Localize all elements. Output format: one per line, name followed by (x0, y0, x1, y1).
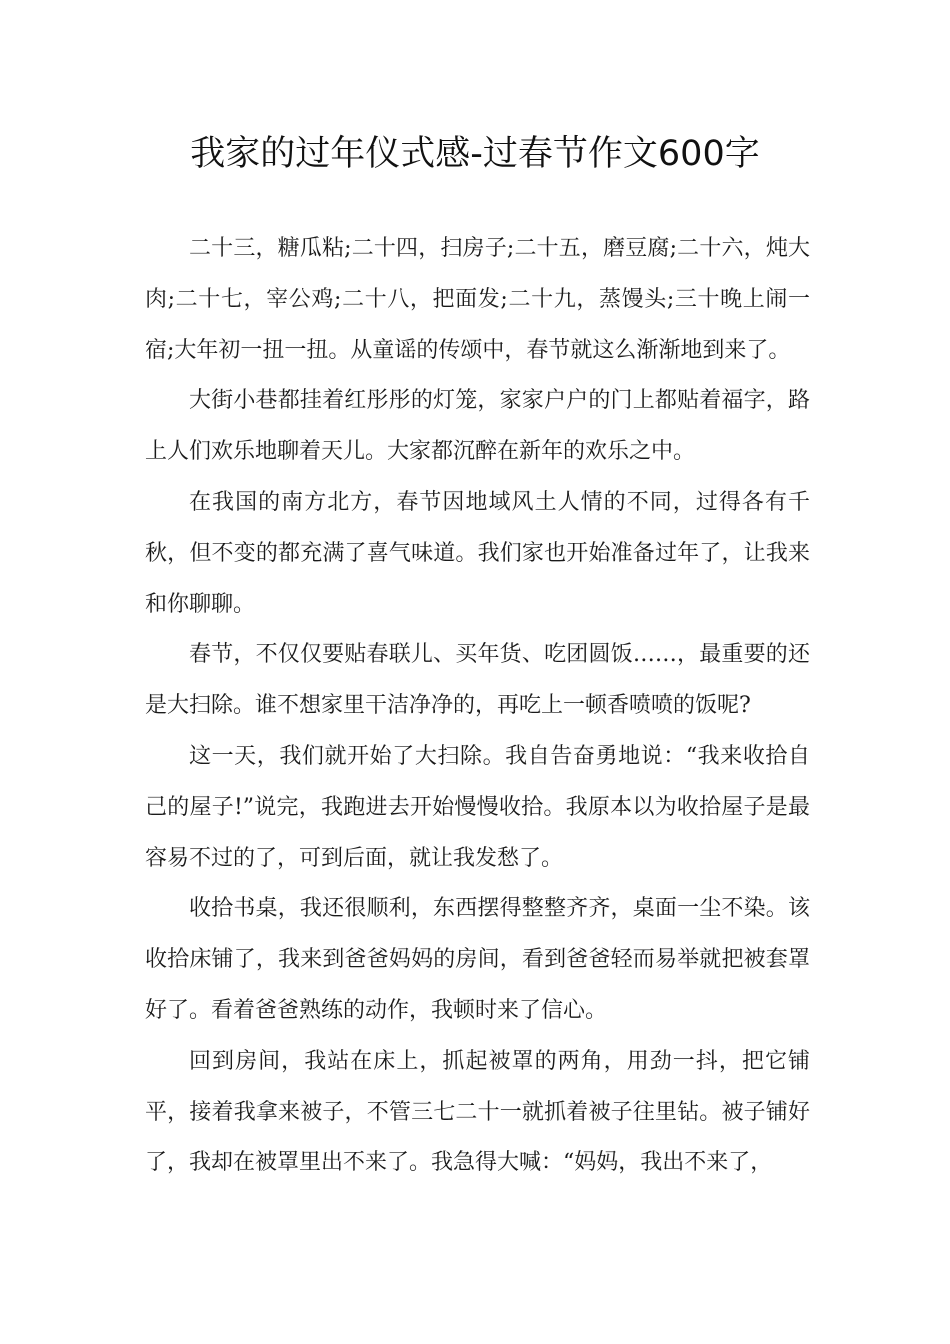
document-body (145, 224, 810, 1189)
paragraph: 回到房间，我站在床上，抓起被罩的两角，用劲一抖，把它铺平，接着我拿来被子，不管三七二十一就抓着被子往里钻。被子铺好了，我却在被罩里出不来了。我急得大喊：“妈妈，我出不来了， (145, 1048, 810, 1176)
document-title: 我家的过年仪式感-过春节作文600字 (190, 134, 760, 174)
paragraph: 收拾书桌，我还很顺利，东西摆得整整齐齐，桌面一尘不染。该收拾床铺了，我来到爸爸妈妈的房间，看到爸爸轻而易举就把被套罩好了。看着爸爸熟练的动作，我顿时来了信心。 (145, 896, 810, 1023)
paragraph: 春节，不仅仅要贴春联儿、买年货、吃团圆饭……，最重要的还是大扫除。谁不想家里干洁净净的，再吃上一顿香喷喷的饭呢? (145, 642, 810, 719)
paragraph: 二十三，糖瓜粘;二十四，扫房子;二十五，磨豆腐;二十六，炖大肉;二十七，宰公鸡;二十八，把面发;二十九，蒸馒头;三十晚上闹一宿;大年初一扭一扭。从童谣的传颂中，春节就这么渐渐地到来了。 (145, 236, 810, 363)
paragraph: 大街小巷都挂着红彤彤的灯笼，家家户户的门上都贴着福字，路上人们欢乐地聊着天儿。大家都沉醉在新年的欢乐之中。 (145, 388, 810, 465)
paragraph: 在我国的南方北方，春节因地域风土人情的不同，过得各有千秋，但不变的都充满了喜气味道。我们家也开始准备过年了，让我来和你聊聊。 (145, 489, 810, 617)
paragraph: 这一天，我们就开始了大扫除。我自告奋勇地说：“我来收拾自己的屋子!”说完，我跑进去开始慢慢收拾。我原本以为收拾屋子是最容易不过的了，可到后面，就让我发愁了。 (145, 743, 810, 871)
